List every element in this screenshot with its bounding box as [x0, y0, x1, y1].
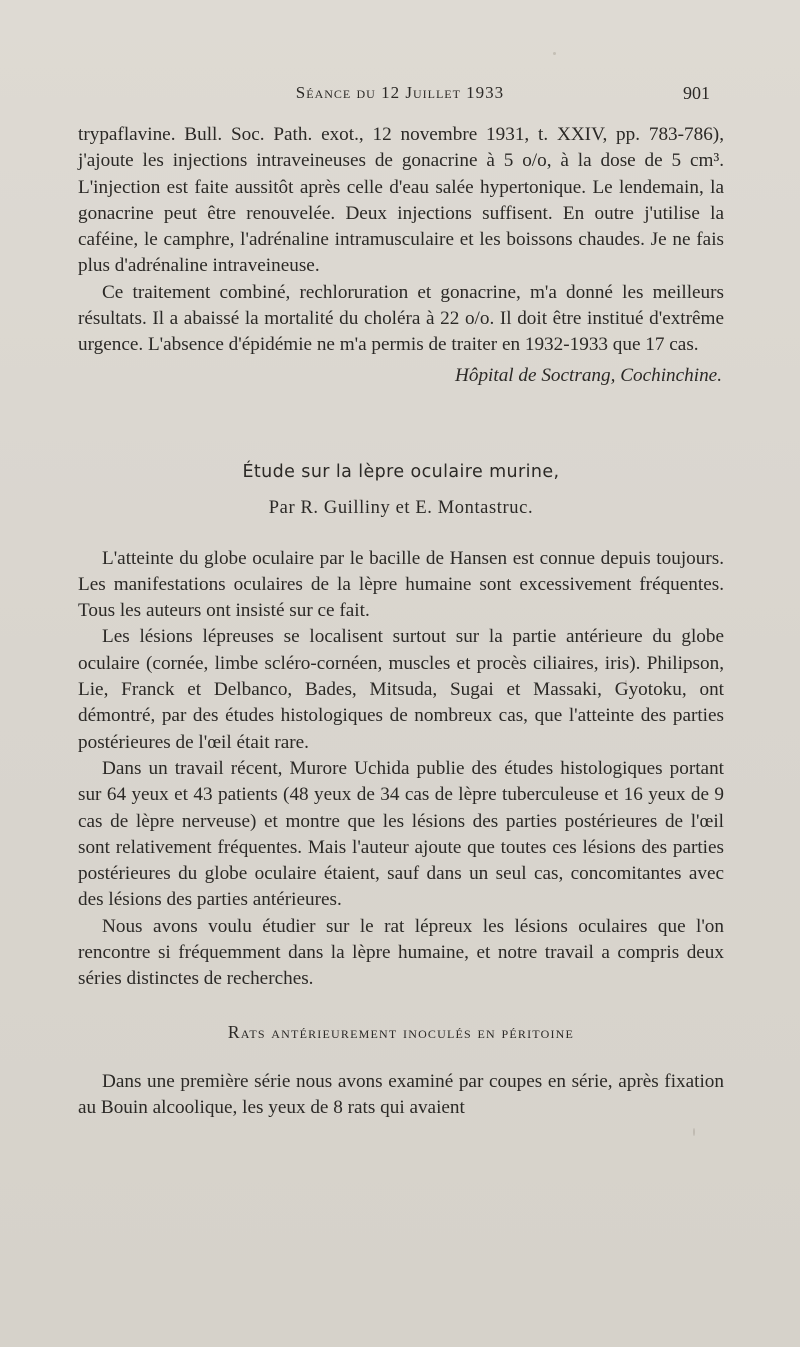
article-title: Étude sur la lèpre oculaire murine, [242, 461, 560, 482]
paragraph: Dans un travail récent, Murore Uchida publie des études histologiques portant sur 64 yeux et 43 patients (48 yeux de 34 cas de lèpre tuberculeuse et 16 yeux de 9 cas de lèpre nerveuse) et montre que les lésions des parties postérieures de l'œil sont relativement fréquentes. Mais l'auteur ajoute que toutes ces lésions des parties postérieures du globe oculaire étaient, sauf dans un seul cas, concomitantes avec des lésions des parties antérieures. [78, 757, 724, 911]
paragraph: Ce traitement combiné, rechloruration et gonacrine, m'a donné les meilleurs résultats. Il a abaissé la mortalité du choléra à 22 o/o. Il doit être institué d'extrême urgence. L'absence d'épidémie ne m'a permis de traiter en 1932-1933 que 17 cas. [78, 281, 724, 356]
paragraph: Nous avons voulu étudier sur le rat lépreux les lésions oculaires que l'on rencontre si fréquemment dans la lèpre humaine, et notre travail a compris deux séries distinctes de recherches. [78, 915, 724, 990]
paper-speck [693, 1128, 695, 1136]
paragraph: L'atteinte du globe oculaire par le bacille de Hansen est connue depuis toujours. Les manifestations oculaires de la lèpre humaine sont excessivement fréquentes. Tous les auteurs ont insisté sur ce fait. [78, 547, 724, 622]
page-number: 901 [683, 83, 710, 103]
paragraph: trypaflavine. Bull. Soc. Path. exot., 12 novembre 1931, t. XXIV, pp. 783-786), j'ajoute les injections intraveineuses de gonacrine à 5 o/o, à la dose de 5 cm³. L'injection est faite aussitôt après celle d'eau salée hypertonique. Le lendemain, la gonacrine peut être renouvelée. Deux injections suffisent. En outre j'utilise la caféine, le camphre, l'adrénaline intramusculaire et les boissons chaudes. Je ne fais plus d'adrénaline intraveineuse. [78, 124, 724, 277]
signature: Hôpital de Soctrang, Cochinchine. [455, 364, 722, 386]
paragraph: Dans une première série nous avons examiné par coupes en série, après fixation au Bouin alcoolique, les yeux de 8 rats qui avaient [78, 1070, 724, 1119]
section-heading: Rats antérieurement inoculés en péritoine [227, 1021, 575, 1042]
header-title: Séance du 12 Juillet 1933 [295, 83, 505, 102]
paper-speck [553, 52, 556, 55]
paragraph: Les lésions lépreuses se localisent surtout sur la partie antérieure du globe oculaire (cornée, limbe scléro-cornéen, muscles et procès ciliaires, iris). Philipson, Lie, Franck et Delbanco, Bades, Mitsuda, Sugai et Massaki, Gyotoku, ont démontré, par des études histologiques de nombreux cas, que l'atteinte des parties postérieures de l'œil était rare. [78, 626, 724, 753]
running-header [80, 83, 720, 113]
page-body [78, 122, 724, 1122]
article-authors: Par R. Guilliny et E. Montastruc. [268, 498, 534, 519]
